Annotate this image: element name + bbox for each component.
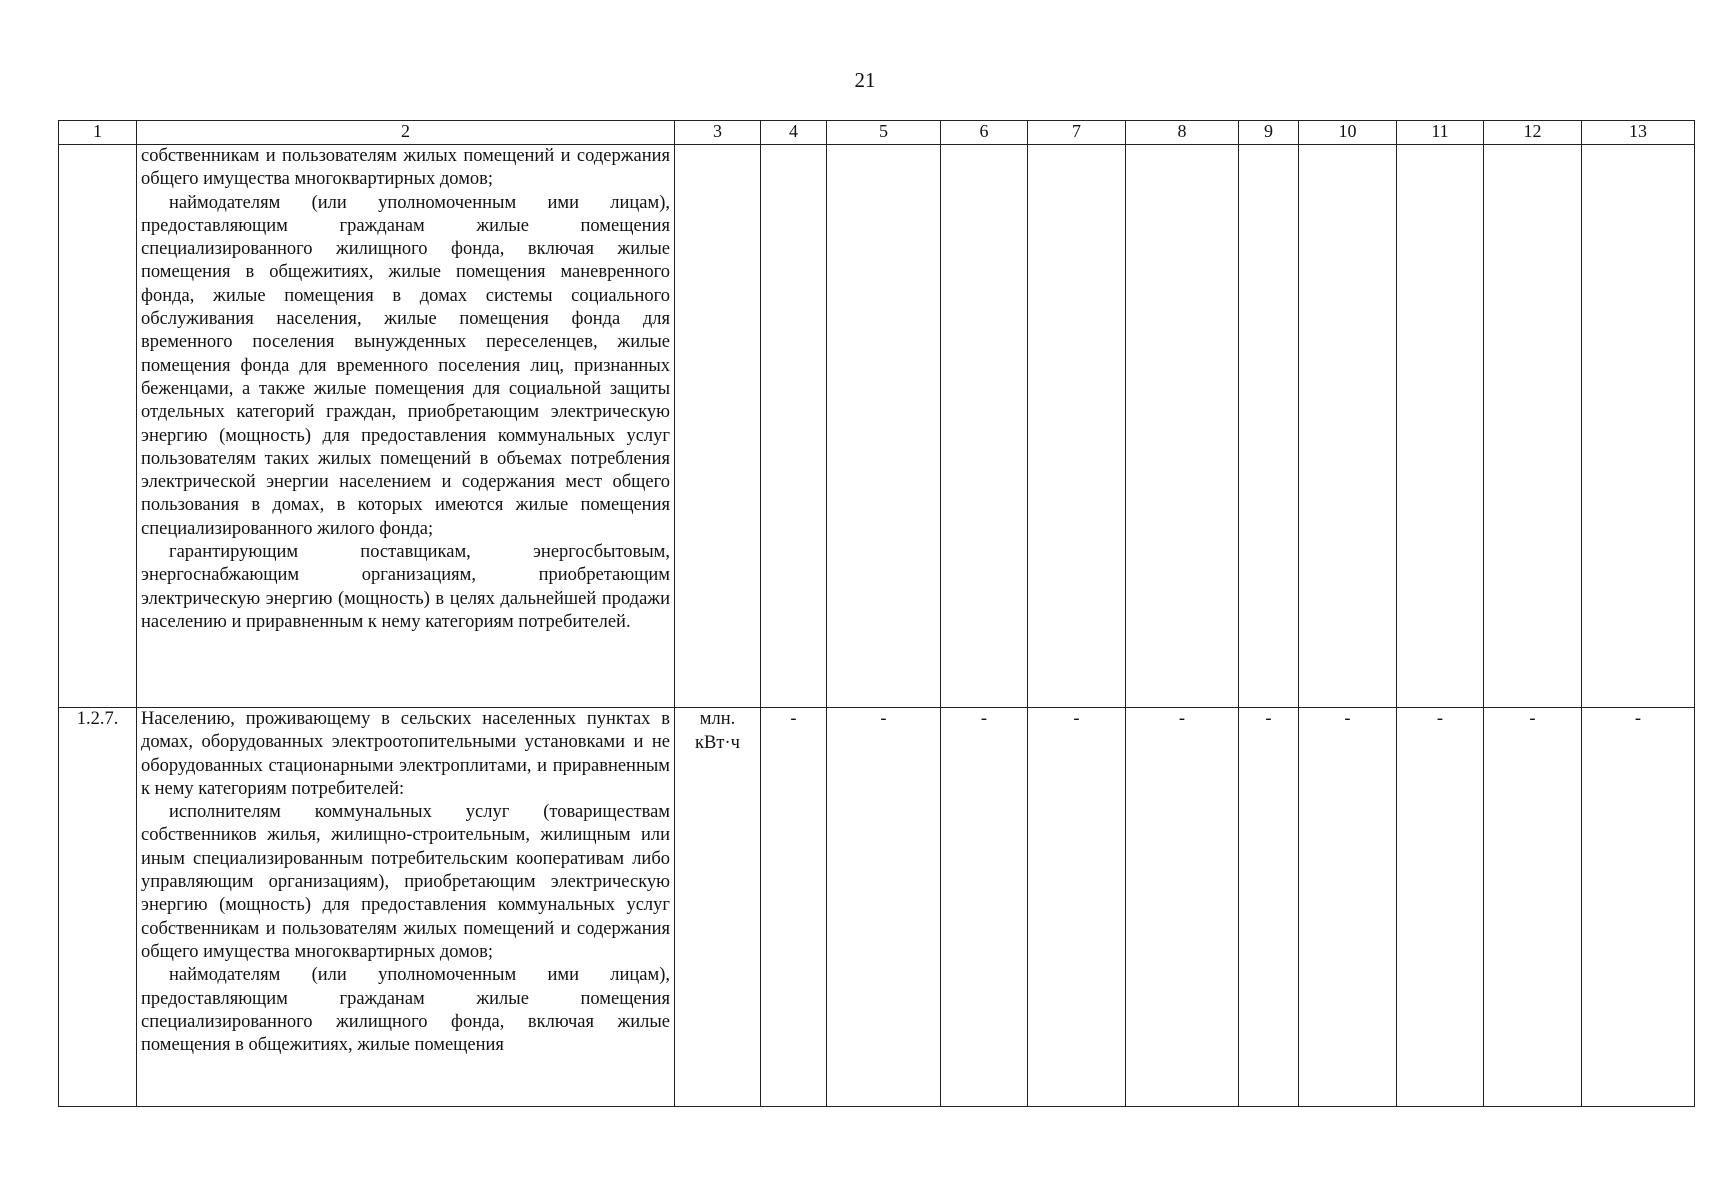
page-number: 21 (854, 68, 876, 92)
description-paragraph: гарантирующим поставщикам, энергосбытовым, энергоснабжающим организациям, приобретающим электрическую энергию (мощность) в целях дальнейшей продажи населению и приравненным к нему категориям потребителей. (141, 542, 670, 632)
column-header: 8 (1126, 121, 1239, 145)
row-description (137, 145, 675, 708)
description-paragraph: исполнителям коммунальных услуг (товариществам собственников жилья, жилищно-строительным, жилищным или иным специализированным потребительским кооперативам либо управляющим организациям), приобретающим электрическую энергию (мощность) для предоставления коммунальных услуг собственникам и пользователям жилых помещений и содержания общего имущества многоквартирных домов; (141, 802, 670, 962)
empty-cell (675, 145, 761, 708)
column-header: 4 (761, 121, 827, 145)
column-header: 6 (941, 121, 1028, 145)
empty-cell (1239, 145, 1299, 708)
value-cell: - (827, 708, 941, 1107)
column-header: 13 (1582, 121, 1695, 145)
empty-cell (1397, 145, 1484, 708)
empty-cell (1299, 145, 1397, 708)
column-number-row (59, 121, 1695, 145)
value-cell: - (1582, 708, 1695, 1107)
value-cell: - (1299, 708, 1397, 1107)
row-description (137, 708, 675, 1107)
table-row-continuation (59, 145, 1695, 708)
empty-cell (827, 145, 941, 708)
column-header: 10 (1299, 121, 1397, 145)
unit-line: млн. (699, 709, 736, 729)
value-cell: - (941, 708, 1028, 1107)
value-cell: - (1239, 708, 1299, 1107)
empty-cell (1126, 145, 1239, 708)
empty-cell (1582, 145, 1695, 708)
row-number (59, 145, 137, 708)
column-header: 2 (137, 121, 675, 145)
column-header: 7 (1028, 121, 1126, 145)
column-header: 1 (59, 121, 137, 145)
column-header: 9 (1239, 121, 1299, 145)
table-row-1-2-7 (59, 708, 1695, 1107)
description-paragraph: наймодателям (или уполномоченным ими лицам), предоставляющим гражданам жилые помещения специализированного жилищного фонда, включая жилые помещения в общежитиях, жилые помещения (141, 965, 670, 1056)
description-paragraph: собственникам и пользователям жилых помещений и содержания общего имущества многоквартирных домов; (141, 146, 670, 190)
description-paragraph: Населению, проживающему в сельских населенных пунктах в домах, оборудованных электроотопительными установками и не оборудованных стационарными электроплитами, и приравненным к нему категориям потребителей: (141, 709, 670, 799)
value-cell: - (1028, 708, 1126, 1107)
row-number: 1.2.7. (59, 708, 137, 1107)
empty-cell (1484, 145, 1582, 708)
empty-cell (941, 145, 1028, 708)
value-cell: - (1397, 708, 1484, 1107)
column-header: 11 (1397, 121, 1484, 145)
column-header: 5 (827, 121, 941, 145)
description-paragraph: наймодателям (или уполномоченным ими лицам), предоставляющим гражданам жилые помещения специализированного жилищного фонда, включая жилые помещения в общежитиях, жилые помещения маневренного фонда, жилые помещения в домах системы социального обслуживания населения, жилые помещения фонда для временного поселения вынужденных переселенцев, жилые помещения фонда для временного поселения лиц, признанных беженцами, а также жилые помещения для социальной защиты отдельных категорий граждан, приобретающим электрическую энергию (мощность) для предоставления коммунальных услуг пользователям таких жилых помещений в объемах потребления электрической энергии населением и содержания мест общего пользования в домах, в которых имеются жилые помещения специализированного жилого фонда; (141, 192, 670, 539)
value-cell: - (1126, 708, 1239, 1107)
column-header: 12 (1484, 121, 1582, 145)
empty-cell (761, 145, 827, 708)
unit-line: кВт·ч (695, 732, 740, 753)
value-cell: - (1484, 708, 1582, 1107)
empty-cell (1028, 145, 1126, 708)
tariff-table (58, 120, 1695, 1107)
column-header: 3 (675, 121, 761, 145)
unit-cell (675, 708, 761, 1107)
value-cell: - (761, 708, 827, 1107)
